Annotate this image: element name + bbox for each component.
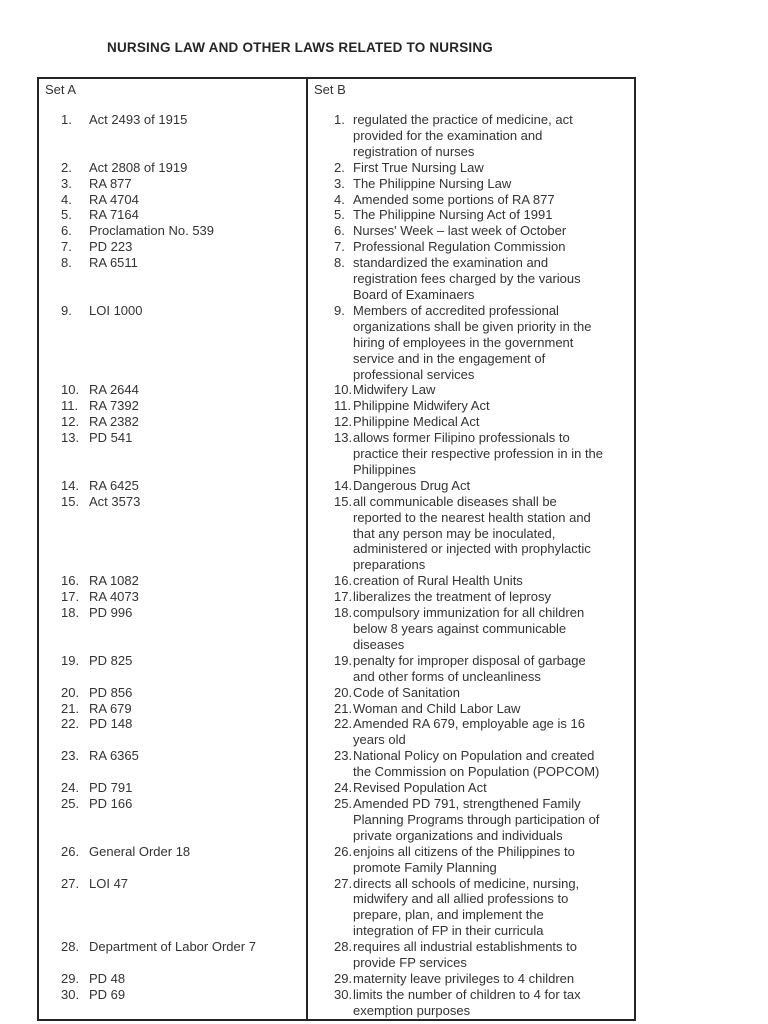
matching-row (38, 239, 635, 255)
set-a-item-text: Department of Labor Order 7 (89, 939, 256, 955)
set-b-item-text: Midwifery Law (353, 382, 436, 398)
set-b-item (334, 605, 606, 653)
set-b-item-number: 17. (334, 589, 353, 605)
set-a-cell (38, 478, 307, 494)
set-b-item-number: 28. (334, 939, 353, 955)
set-a-item-number: 26. (61, 843, 80, 859)
set-a-item-number: 8. (61, 255, 72, 271)
set-b-item-text: standardized the examination and registration fees charged by the various Board of Examinaers (353, 255, 581, 302)
set-a-item (61, 303, 302, 319)
set-b-cell (307, 939, 635, 971)
set-b-item-text: Amended PD 791, strengthened Family Planning Programs through participation of private organizations and individuals (353, 795, 600, 843)
set-b-item-number: 9. (334, 302, 345, 318)
set-b-item (334, 653, 606, 685)
set-b-item-number: 24. (334, 780, 353, 796)
set-b-item-text: requires all industrial establishments to provide FP services (353, 939, 577, 971)
matching-row (38, 716, 635, 748)
set-a-item-number: 27. (61, 875, 80, 891)
set-b-item-number: 12. (334, 414, 353, 430)
set-b-cell (307, 239, 635, 255)
set-b-cell (307, 382, 635, 398)
set-a-cell (38, 701, 307, 717)
set-b-item-text: Professional Regulation Commission (353, 239, 566, 255)
set-b-cell (307, 701, 635, 717)
set-b-item-text: directs all schools of medicine, nursing, midwifery and all allied professions to prepare, plan, and implement the integration of FP in their curricula (353, 875, 580, 939)
set-a-item (61, 605, 302, 621)
set-b-item-text: regulated the practice of medicine, act provided for the examination and registration of nurses (353, 112, 573, 159)
set-b-item (334, 987, 606, 1019)
set-a-cell (38, 653, 307, 685)
set-b-item-number: 15. (334, 493, 353, 509)
set-a-item (61, 382, 302, 398)
matching-row (38, 382, 635, 398)
set-a-item-number: 17. (61, 589, 80, 605)
set-a-item-text: LOI 1000 (89, 302, 143, 318)
matching-table-body (38, 112, 635, 1020)
set-a-item-number: 19. (61, 652, 80, 668)
set-a-item-number: 14. (61, 477, 80, 493)
set-b-cell (307, 207, 635, 223)
set-a-item (61, 748, 302, 764)
set-b-item (334, 780, 606, 796)
set-a-cell (38, 414, 307, 430)
matching-table-header (38, 78, 635, 112)
set-a-item-number: 24. (61, 780, 80, 796)
matching-row (38, 207, 635, 223)
matching-row (38, 494, 635, 574)
set-b-item (334, 207, 606, 223)
matching-row (38, 796, 635, 844)
set-b-item-number: 11. (334, 398, 352, 414)
set-b-item-number: 20. (334, 684, 353, 700)
set-a-item-text: PD 856 (89, 684, 133, 700)
set-a-item-text: RA 7164 (89, 207, 139, 223)
page-title: NURSING LAW AND OTHER LAWS RELATED TO NURSING (107, 40, 493, 55)
set-a-item-text: RA 6425 (89, 477, 139, 493)
set-b-item (334, 716, 606, 748)
set-b-item-text: limits the number of children to 4 for tax exemption purposes (353, 986, 581, 1018)
set-a-item (61, 685, 302, 701)
set-b-item-text: liberalizes the treatment of leprosy (353, 589, 551, 605)
set-a-cell (38, 780, 307, 796)
set-a-cell (38, 192, 307, 208)
set-a-cell (38, 382, 307, 398)
set-a-item (61, 112, 302, 128)
set-b-item-number: 10. (334, 382, 353, 398)
set-b-item (334, 430, 606, 478)
set-b-item-text: Woman and Child Labor Law (353, 700, 521, 716)
set-b-item (334, 685, 606, 701)
set-b-item-text: maternity leave privileges to 4 children (353, 970, 575, 986)
set-b-item-number: 27. (334, 875, 353, 891)
set-b-cell (307, 398, 635, 414)
set-a-item-number: 12. (61, 414, 80, 430)
set-b-item-number: 30. (334, 986, 353, 1002)
set-b-item-text: Dangerous Drug Act (353, 477, 471, 493)
set-a-item-number: 3. (61, 175, 72, 191)
matching-row (38, 685, 635, 701)
set-a-cell (38, 876, 307, 940)
matching-row (38, 589, 635, 605)
matching-row (38, 176, 635, 192)
set-a-cell (38, 430, 307, 478)
set-a-item-text: PD 223 (89, 239, 133, 255)
set-b-item-text: Members of accredited professional organizations shall be given priority in the hiring of employees in the government service and in the engagement of professional services (353, 302, 592, 382)
set-a-item-text: PD 541 (89, 430, 133, 446)
set-b-item (334, 796, 606, 844)
set-b-item-text: Revised Population Act (353, 780, 487, 796)
set-a-item-number: 7. (61, 239, 72, 255)
set-b-item-number: 5. (334, 207, 345, 223)
set-b-cell (307, 223, 635, 239)
set-b-item (334, 844, 606, 876)
set-b-cell (307, 160, 635, 176)
set-a-item (61, 255, 302, 271)
matching-row (38, 987, 635, 1020)
set-a-cell (38, 685, 307, 701)
set-a-item (61, 192, 302, 208)
set-b-cell (307, 796, 635, 844)
set-b-cell (307, 176, 635, 192)
matching-row (38, 303, 635, 383)
set-b-item-number: 21. (334, 700, 353, 716)
set-a-item-text: RA 1082 (89, 573, 139, 589)
set-a-cell (38, 398, 307, 414)
set-a-item-number: 21. (61, 700, 80, 716)
set-b-cell (307, 653, 635, 685)
matching-row (38, 192, 635, 208)
set-a-cell (38, 573, 307, 589)
set-b-item (334, 701, 606, 717)
matching-row (38, 478, 635, 494)
set-a-cell (38, 939, 307, 971)
set-a-item-number: 11. (61, 398, 79, 414)
matching-row (38, 112, 635, 160)
set-b-item-number: 18. (334, 605, 353, 621)
set-a-cell (38, 494, 307, 574)
set-a-item-number: 23. (61, 748, 80, 764)
set-a-item (61, 971, 302, 987)
set-b-item-text: compulsory immunization for all children below 8 years against communicable diseases (353, 605, 585, 652)
matching-row (38, 255, 635, 303)
set-a-item-text: Act 2808 of 1919 (89, 159, 188, 175)
set-b-item-text: National Policy on Population and created the Commission on Population (POPCOM) (353, 748, 600, 780)
set-a-cell (38, 239, 307, 255)
set-a-item (61, 796, 302, 812)
set-a-header: Set A (45, 82, 77, 97)
set-b-cell (307, 494, 635, 574)
set-a-item-number: 4. (61, 191, 72, 207)
set-b-item (334, 589, 606, 605)
set-a-item-number: 20. (61, 684, 80, 700)
set-b-item-number: 8. (334, 255, 345, 271)
set-a-item-text: PD 996 (89, 605, 133, 621)
set-b-item-text: Philippine Medical Act (353, 414, 480, 430)
set-a-item (61, 239, 302, 255)
matching-row (38, 939, 635, 971)
set-b-cell (307, 971, 635, 987)
set-b-cell (307, 748, 635, 780)
set-b-cell (307, 685, 635, 701)
set-b-cell (307, 716, 635, 748)
set-a-item-text: PD 791 (89, 780, 133, 796)
set-b-item-number: 7. (334, 239, 345, 255)
set-a-item-text: PD 148 (89, 716, 133, 732)
set-a-item (61, 494, 302, 510)
set-b-item (334, 414, 606, 430)
matching-row (38, 780, 635, 796)
set-a-item-number: 22. (61, 716, 80, 732)
set-a-item-number: 18. (61, 605, 80, 621)
set-b-item (334, 160, 606, 176)
set-a-item (61, 844, 302, 860)
set-a-item (61, 573, 302, 589)
set-a-cell (38, 303, 307, 383)
set-a-item-text: Proclamation No. 539 (89, 223, 215, 239)
set-a-cell (38, 589, 307, 605)
matching-row (38, 573, 635, 589)
set-b-item (334, 255, 606, 303)
set-b-cell (307, 987, 635, 1020)
set-b-item (334, 303, 606, 383)
matching-row (38, 876, 635, 940)
set-b-cell (307, 430, 635, 478)
set-b-item (334, 573, 606, 589)
set-a-item (61, 701, 302, 717)
set-a-cell (38, 971, 307, 987)
set-a-item-number: 6. (61, 223, 72, 239)
set-a-cell (38, 987, 307, 1020)
set-b-item-number: 26. (334, 843, 353, 859)
set-a-item (61, 876, 302, 892)
matching-row (38, 971, 635, 987)
set-b-cell (307, 192, 635, 208)
set-b-item-text: allows former Filipino professionals to practice their respective profession in in the Philippines (353, 430, 604, 477)
set-a-item-text: General Order 18 (89, 843, 191, 859)
set-a-item-number: 13. (61, 430, 80, 446)
set-a-item-text: Act 3573 (89, 493, 141, 509)
set-a-item-text: RA 2382 (89, 414, 139, 430)
matching-row (38, 398, 635, 414)
set-b-item-number: 16. (334, 573, 353, 589)
set-a-item (61, 207, 302, 223)
set-b-item-text: enjoins all citizens of the Philippines to promote Family Planning (353, 843, 575, 875)
matching-row (38, 223, 635, 239)
set-a-cell (38, 160, 307, 176)
set-a-item (61, 398, 302, 414)
set-b-item-number: 1. (334, 112, 345, 127)
set-a-item-number: 9. (61, 302, 72, 318)
set-a-item-text: Act 2493 of 1915 (89, 112, 188, 127)
set-b-item (334, 876, 606, 940)
matching-row (38, 160, 635, 176)
set-b-cell (307, 303, 635, 383)
matching-row (38, 701, 635, 717)
set-b-item-number: 23. (334, 748, 353, 764)
set-b-item-text: The Philippine Nursing Act of 1991 (353, 207, 553, 223)
set-b-item-text: Amended some portions of RA 877 (353, 191, 555, 207)
set-b-item (334, 398, 606, 414)
set-a-item (61, 716, 302, 732)
set-b-item (334, 748, 606, 780)
set-b-cell (307, 844, 635, 876)
set-b-item (334, 192, 606, 208)
set-a-cell (38, 223, 307, 239)
set-a-item-number: 10. (61, 382, 80, 398)
set-b-cell (307, 605, 635, 653)
set-b-cell (307, 573, 635, 589)
set-a-item (61, 589, 302, 605)
set-b-item-number: 13. (334, 430, 353, 446)
set-a-item-number: 29. (61, 970, 80, 986)
set-a-item-text: RA 6511 (89, 255, 138, 271)
set-a-item-number: 15. (61, 493, 80, 509)
set-a-item-text: RA 2644 (89, 382, 139, 398)
set-b-item (334, 971, 606, 987)
set-b-item-text: Philippine Midwifery Act (353, 398, 490, 414)
set-b-item-number: 14. (334, 477, 353, 493)
set-a-cell (38, 748, 307, 780)
set-a-item (61, 939, 302, 955)
set-a-item-text: RA 679 (89, 700, 132, 716)
set-b-item (334, 112, 606, 160)
matching-row (38, 430, 635, 478)
set-a-item-number: 1. (61, 112, 72, 127)
set-b-cell (307, 478, 635, 494)
set-a-item-number: 5. (61, 207, 72, 223)
set-a-cell (38, 796, 307, 844)
matching-table (37, 77, 636, 1021)
set-b-item (334, 176, 606, 192)
set-a-item (61, 430, 302, 446)
set-a-item-text: RA 4073 (89, 589, 139, 605)
set-b-item-number: 6. (334, 223, 345, 239)
header-row (38, 78, 635, 112)
set-b-item (334, 382, 606, 398)
set-a-item-text: RA 877 (89, 175, 132, 191)
matching-row (38, 653, 635, 685)
matching-row (38, 414, 635, 430)
set-b-item (334, 239, 606, 255)
set-b-item-number: 29. (334, 970, 353, 986)
set-a-cell (38, 255, 307, 303)
set-a-cell (38, 605, 307, 653)
set-b-cell (307, 876, 635, 940)
set-a-item-number: 2. (61, 159, 72, 175)
set-a-item-number: 28. (61, 939, 80, 955)
set-b-item (334, 223, 606, 239)
set-a-cell (38, 844, 307, 876)
set-b-item-number: 25. (334, 795, 353, 811)
set-b-item-text: Amended RA 679, employable age is 16 years old (353, 716, 585, 748)
matching-row (38, 605, 635, 653)
set-b-item-number: 19. (334, 652, 353, 668)
matching-row (38, 748, 635, 780)
set-a-item-text: RA 6365 (89, 748, 139, 764)
set-b-cell (307, 780, 635, 796)
matching-row (38, 844, 635, 876)
set-a-item-text: RA 4704 (89, 191, 139, 207)
set-b-cell (307, 589, 635, 605)
set-a-item (61, 780, 302, 796)
set-b-item-number: 2. (334, 159, 345, 175)
set-a-item-text: PD 825 (89, 652, 133, 668)
set-a-item (61, 987, 302, 1003)
set-a-cell (38, 176, 307, 192)
set-b-cell (307, 112, 635, 160)
set-a-item (61, 653, 302, 669)
set-b-item (334, 939, 606, 971)
set-a-item-number: 30. (61, 986, 80, 1002)
set-b-item-number: 4. (334, 191, 345, 207)
set-b-item-text: First True Nursing Law (353, 159, 484, 175)
set-a-item-text: PD 69 (89, 986, 126, 1002)
set-b-item-text: penalty for improper disposal of garbage and other forms of uncleanliness (353, 652, 586, 684)
set-b-cell (307, 414, 635, 430)
set-b-item-text: Code of Sanitation (353, 684, 460, 700)
set-b-item (334, 478, 606, 494)
set-b-item-number: 22. (334, 716, 353, 732)
set-a-item-text: PD 48 (89, 970, 126, 986)
set-b-header: Set B (307, 78, 635, 112)
set-a-item (61, 414, 302, 430)
set-a-item-text: RA 7392 (89, 398, 139, 414)
set-a-item-number: 16. (61, 573, 80, 589)
set-b-item (334, 494, 606, 574)
set-a-item (61, 160, 302, 176)
set-a-cell (38, 207, 307, 223)
set-a-item (61, 176, 302, 192)
set-b-item-text: The Philippine Nursing Law (353, 175, 512, 191)
set-b-cell (307, 255, 635, 303)
set-a-cell (38, 716, 307, 748)
set-a-item (61, 223, 302, 239)
set-b-item-number: 3. (334, 175, 345, 191)
set-a-item-text: LOI 47 (89, 875, 129, 891)
set-b-item-text: all communicable diseases shall be reported to the nearest health station and that any person may be inoculated, administered or injected with prophylactic preparations (353, 493, 591, 573)
set-a-cell (38, 112, 307, 160)
set-a-item-text: PD 166 (89, 795, 133, 811)
set-a-item-number: 25. (61, 795, 80, 811)
set-b-item-text: Nurses' Week – last week of October (353, 223, 567, 239)
set-a-item (61, 478, 302, 494)
set-b-item-text: creation of Rural Health Units (353, 573, 523, 589)
